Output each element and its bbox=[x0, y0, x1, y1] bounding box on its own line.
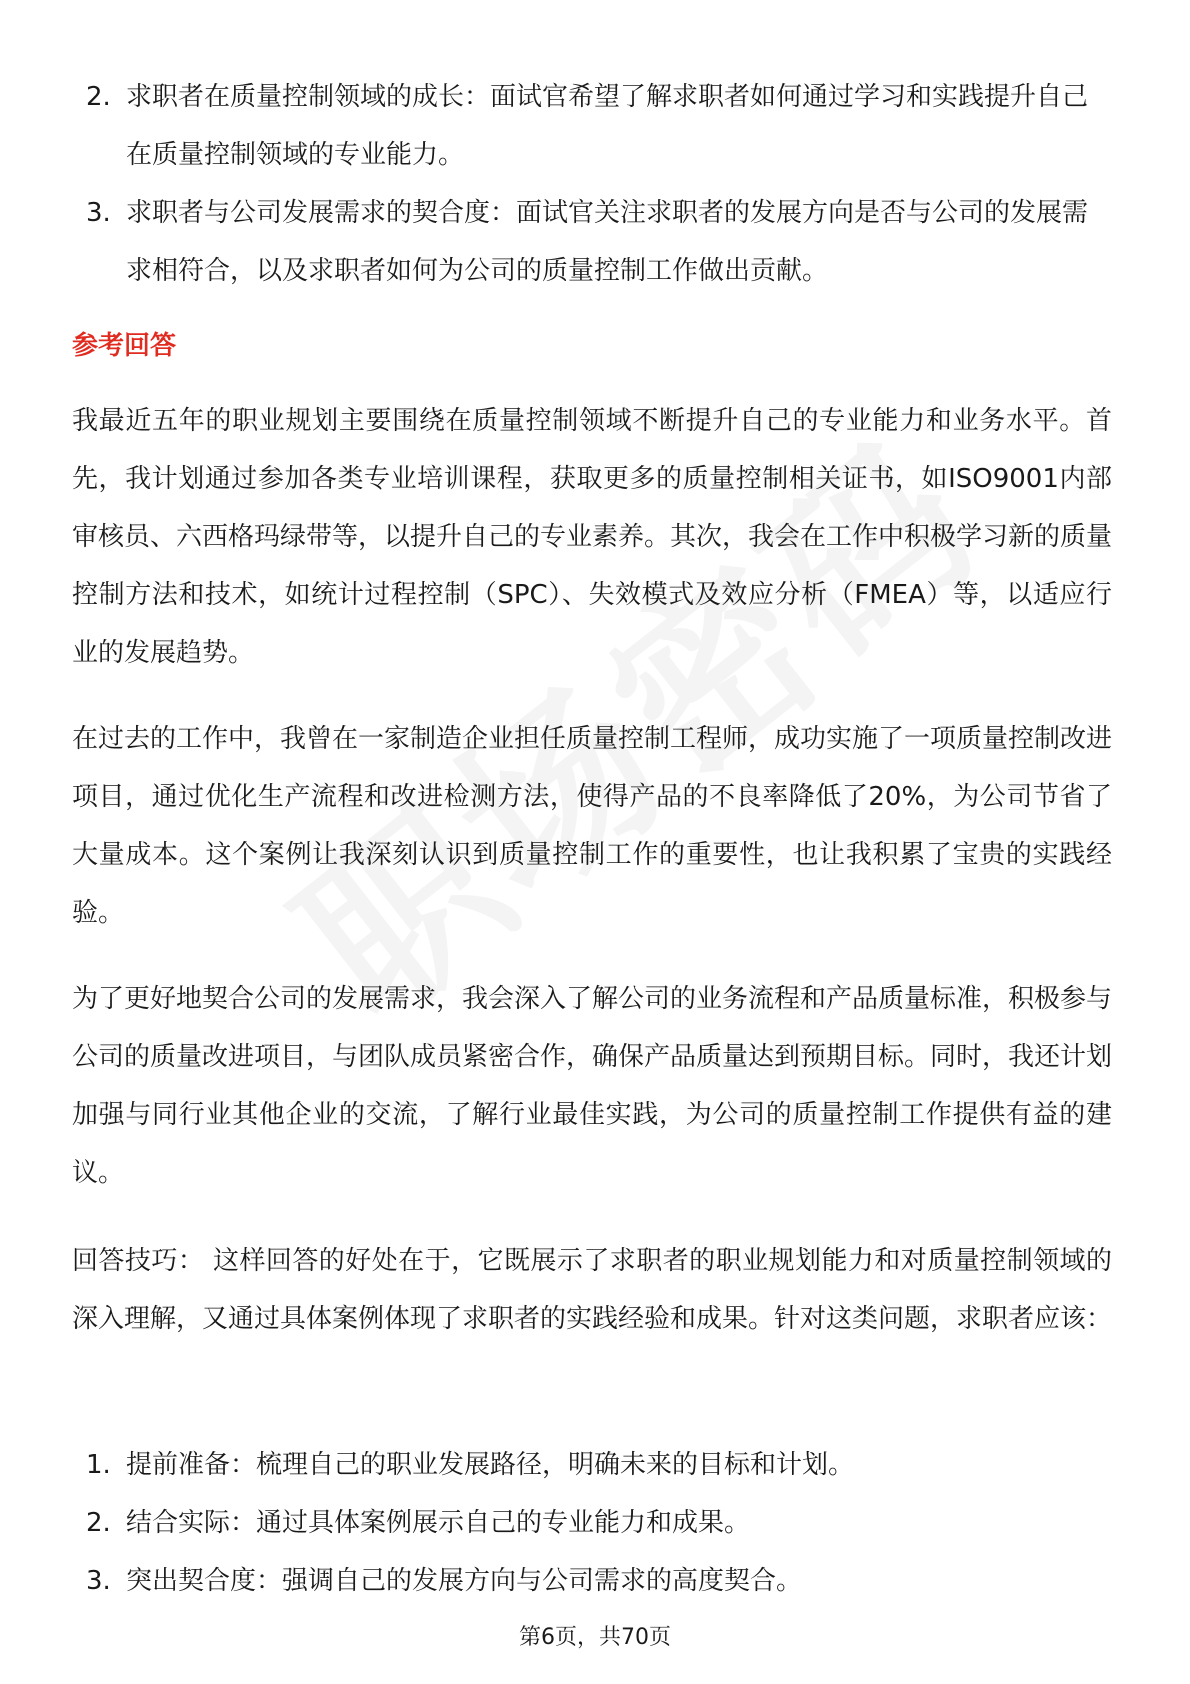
list-item bbox=[72, 1552, 1112, 1610]
list-item-text: 突出契合度：强调自己的发展方向与公司需求的高度契合。 bbox=[126, 1566, 803, 1596]
list-item-number: 3. bbox=[86, 198, 111, 228]
tips-list bbox=[72, 1436, 1112, 1610]
requirements-list bbox=[72, 68, 1112, 300]
answer-paragraph: 我最近五年的职业规划主要围绕在质量控制领域不断提升自己的专业能力和业务水平。首先，我计划通过参加各类专业培训课程，获取更多的质量控制相关证书，如ISO9001内部审核员、六西格玛绿带等，以提升自己的专业素养。其次，我会在工作中积极学习新的质量控制方法和技术，如统计过程控制（SPC）、失效模式及效应分析（FMEA）等，以适应行业的发展趋势。 bbox=[72, 406, 1113, 668]
list-item-text: 提前准备：梳理自己的职业发展路径，明确未来的目标和计划。 bbox=[126, 1450, 855, 1480]
list-item-number: 3. bbox=[86, 1566, 111, 1596]
list-item-text: 求职者在质量控制领域的成长：面试官希望了解求职者如何通过学习和实践提升自己在质量控制领域的专业能力。 bbox=[126, 82, 1089, 170]
list-item-number: 2. bbox=[86, 82, 111, 112]
tips-paragraph: 回答技巧： 这样回答的好处在于，它既展示了求职者的职业规划能力和对质量控制领域的深入理解，又通过具体案例体现了求职者的实践经验和成果。针对这类问题，求职者应该： bbox=[72, 1246, 1113, 1334]
list-item-number: 1. bbox=[86, 1450, 111, 1480]
list-item bbox=[72, 184, 1112, 300]
list-item-number: 2. bbox=[86, 1508, 111, 1538]
list-item bbox=[72, 1436, 1112, 1494]
section-heading: 参考回答 bbox=[72, 331, 177, 361]
list-item bbox=[72, 1494, 1112, 1552]
list-item-text: 求职者与公司发展需求的契合度：面试官关注求职者的发展方向是否与公司的发展需求相符合，以及求职者如何为公司的质量控制工作做出贡献。 bbox=[126, 198, 1089, 286]
page-number-footer: 第6页，共70页 bbox=[519, 1625, 671, 1650]
answer-paragraph: 为了更好地契合公司的发展需求，我会深入了解公司的业务流程和产品质量标准，积极参与公司的质量改进项目，与团队成员紧密合作，确保产品质量达到预期目标。同时，我还计划加强与同行业其他企业的交流，了解行业最佳实践，为公司的质量控制工作提供有益的建议。 bbox=[72, 984, 1113, 1188]
answer-paragraph: 在过去的工作中，我曾在一家制造企业担任质量控制工程师，成功实施了一项质量控制改进项目，通过优化生产流程和改进检测方法，使得产品的不良率降低了20%，为公司节省了大量成本。这个案例让我深刻认识到质量控制工作的重要性，也让我积累了宝贵的实践经验。 bbox=[72, 724, 1113, 928]
list-item-text: 结合实际：通过具体案例展示自己的专业能力和成果。 bbox=[126, 1508, 751, 1538]
list-item bbox=[72, 68, 1112, 184]
